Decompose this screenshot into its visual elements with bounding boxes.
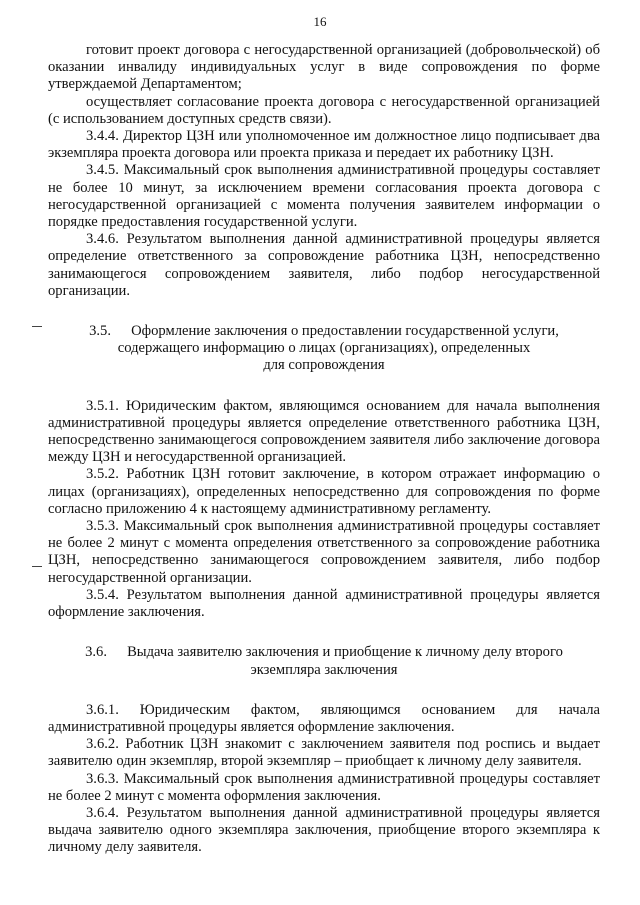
paragraph: 3.5.3. Максимальный срок выполнения административной процедуры составляет не более 2 минут с момента определения ответственного за сопровождение работника ЦЗН, непосредственно занимающегося сопровождением заявителя, либо подбор негосударственной организации. [48, 518, 600, 586]
section-title-text: экземпляра заключения [250, 661, 398, 678]
section-heading-line [48, 644, 600, 661]
section-number: 3.6. [85, 644, 107, 661]
section-heading-line [48, 323, 600, 340]
section-title-text: содержащего информацию о лицах (организациях), определенных [117, 340, 531, 357]
section-heading [48, 323, 600, 375]
paragraph: 3.4.5. Максимальный срок выполнения административной процедуры составляет не более 10 минут, за исключением времени согласования проекта договора с негосударственной организацией с момента получения заявителем информации о порядке предоставления государственной услуги. [48, 162, 600, 231]
section-title-text: Оформление заключения о предоставлении государственной услуги, [131, 323, 559, 340]
paragraph: осуществляет согласование проекта договора с негосударственной организацией (с использованием доступных средств связи). [48, 93, 600, 127]
paragraph: 3.6.3. Максимальный срок выполнения административной процедуры составляет не более 2 минут с момента оформления заключения. [48, 770, 600, 804]
section-title-text: для сопровождения [263, 357, 385, 374]
section-heading-line [48, 357, 600, 374]
paragraph: 3.4.4. Директор ЦЗН или уполномоченное им должностное лицо подписывает два экземпляра проекта договора или проекта приказа и передает их работнику ЦЗН. [48, 128, 600, 162]
scan-margin-mark [32, 566, 42, 567]
section-heading-line [48, 662, 600, 679]
paragraph: 3.5.2. Работник ЦЗН готовит заключение, в котором отражает информацию о лицах (организациях), определенных непосредственно для сопровождения по форме согласно приложению 4 к настоящему административному регламенту. [48, 466, 600, 517]
document-body [48, 42, 600, 857]
page-number: 16 [313, 14, 327, 29]
section-heading-line [48, 340, 600, 357]
paragraph: 3.5.1. Юридическим фактом, являющимся основанием для начала выполнения административной процедуры является определение ответственного работника ЦЗН, непосредственно занимающегося сопровождением заявителя либо заключение договора между ЦЗН и негосударственной организацией. [48, 397, 600, 466]
paragraph: 3.6.2. Работник ЦЗН знакомит с заключением заявителя под роспись и выдает заявителю один экземпляр, второй экземпляр – приобщает к личному делу заявителя. [48, 736, 600, 770]
paragraph: готовит проект договора с негосударственной организацией (добровольческой) об оказании инвалиду индивидуальных услуг в виде сопровождения по форме утверждаемой Департаментом; [48, 42, 600, 93]
section-heading [48, 644, 600, 678]
paragraph: 3.6.1. Юридическим фактом, являющимся основанием для начала административной процедуры является оформление заключения. [48, 701, 600, 735]
paragraph: 3.6.4. Результатом выполнения данной административной процедуры является выдача заявителю одного экземпляра заключения, приобщение второго экземпляра к личному делу заявителя. [48, 804, 600, 856]
paragraph: 3.4.6. Результатом выполнения данной административной процедуры является определение ответственного за сопровождение работника ЦЗН, непосредственно занимающегося сопровождением заявителя, либо подбор негосударственной организации. [48, 231, 600, 299]
paragraph: 3.5.4. Результатом выполнения данной административной процедуры является оформление заключения. [48, 586, 600, 621]
scan-margin-mark [32, 326, 42, 327]
section-number: 3.5. [89, 323, 111, 340]
section-title-text: Выдача заявителю заключения и приобщение к личному делу второго [127, 644, 563, 661]
